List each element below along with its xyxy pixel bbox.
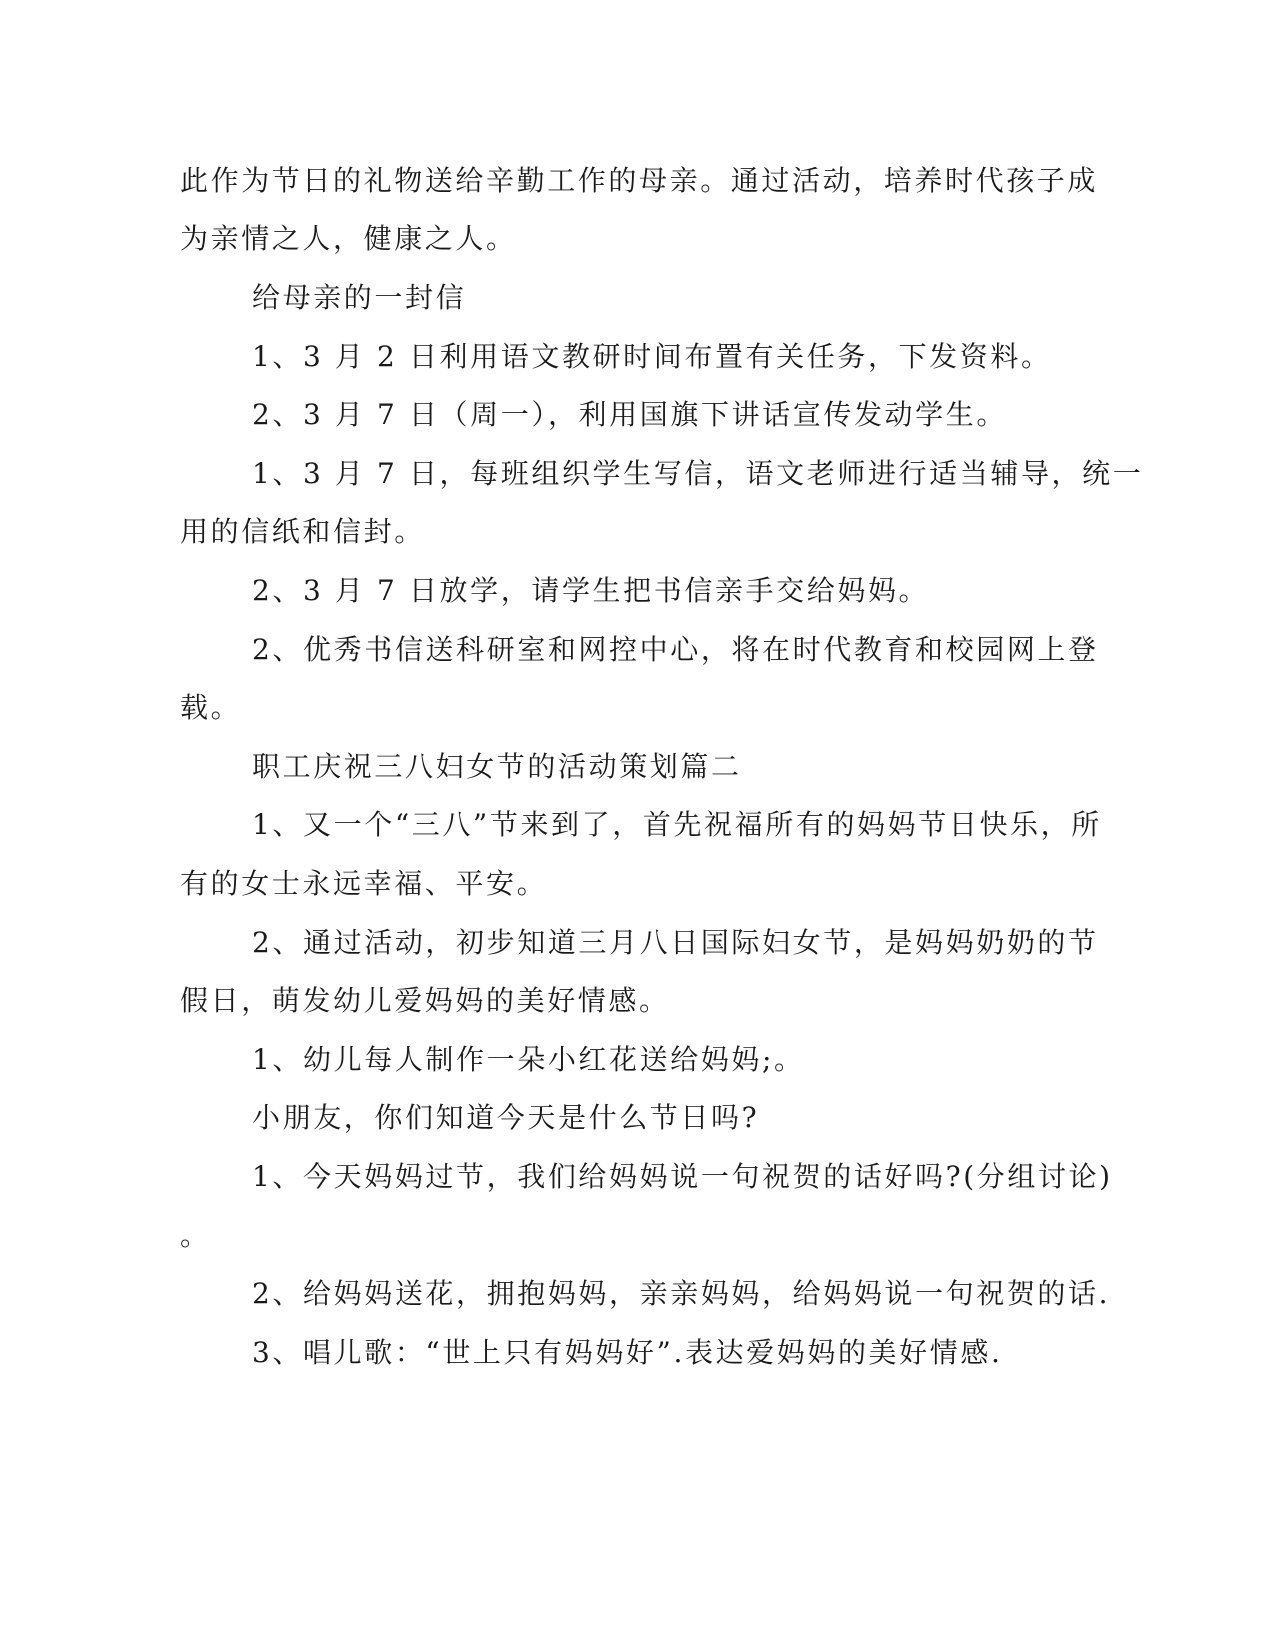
list-item: 1、幼儿每人制作一朵小红花送给妈妈;。 [252,1043,805,1076]
paragraph-line: 载。 [180,691,242,724]
paragraph-line: 。 [180,1219,211,1252]
list-item: 3、唱儿歌：“世上只有妈妈好”.表达爱妈妈的美好情感. [252,1336,1003,1369]
list-item: 1、又一个“三八”节来到了，首先祝福所有的妈妈节日快乐，所 [252,808,1102,841]
paragraph-line: 此作为节日的礼物送给辛勤工作的母亲。通过活动，培养时代孩子成 [180,164,1099,197]
list-item: 1、3 月 2 日利用语文教研时间布置有关任务，下发资料。 [252,340,1052,373]
section-heading: 职工庆祝三八妇女节的活动策划篇二 [252,750,742,783]
list-item: 2、3 月 7 日（周一），利用国旗下讲话宣传发动学生。 [252,398,1007,431]
list-item: 1、今天妈妈过节，我们给妈妈说一句祝贺的话好吗?(分组讨论) [252,1160,1113,1193]
paragraph-line: 用的信纸和信封。 [180,515,425,548]
paragraph-line: 有的女士永远幸福、平安。 [180,867,548,900]
paragraph-line: 为亲情之人，健康之人。 [180,222,517,255]
paragraph-line: 假日，萌发幼儿爱妈妈的美好情感。 [180,984,670,1017]
paragraph-line: 小朋友，你们知道今天是什么节日吗? [252,1101,760,1134]
list-item: 2、3 月 7 日放学，请学生把书信亲手交给妈妈。 [252,574,930,607]
list-item: 2、优秀书信送科研室和网控中心，将在时代教育和校园网上登 [252,633,1099,666]
list-item: 2、通过活动，初步知道三月八日国际妇女节，是妈妈奶奶的节 [252,926,1099,959]
section-heading: 给母亲的一封信 [252,281,467,314]
list-item: 1、3 月 7 日，每班组织学生写信，语文老师进行适当辅导，统一 [252,457,1144,490]
list-item: 2、给妈妈送花，拥抱妈妈，亲亲妈妈，给妈妈说一句祝贺的话. [252,1277,1111,1310]
